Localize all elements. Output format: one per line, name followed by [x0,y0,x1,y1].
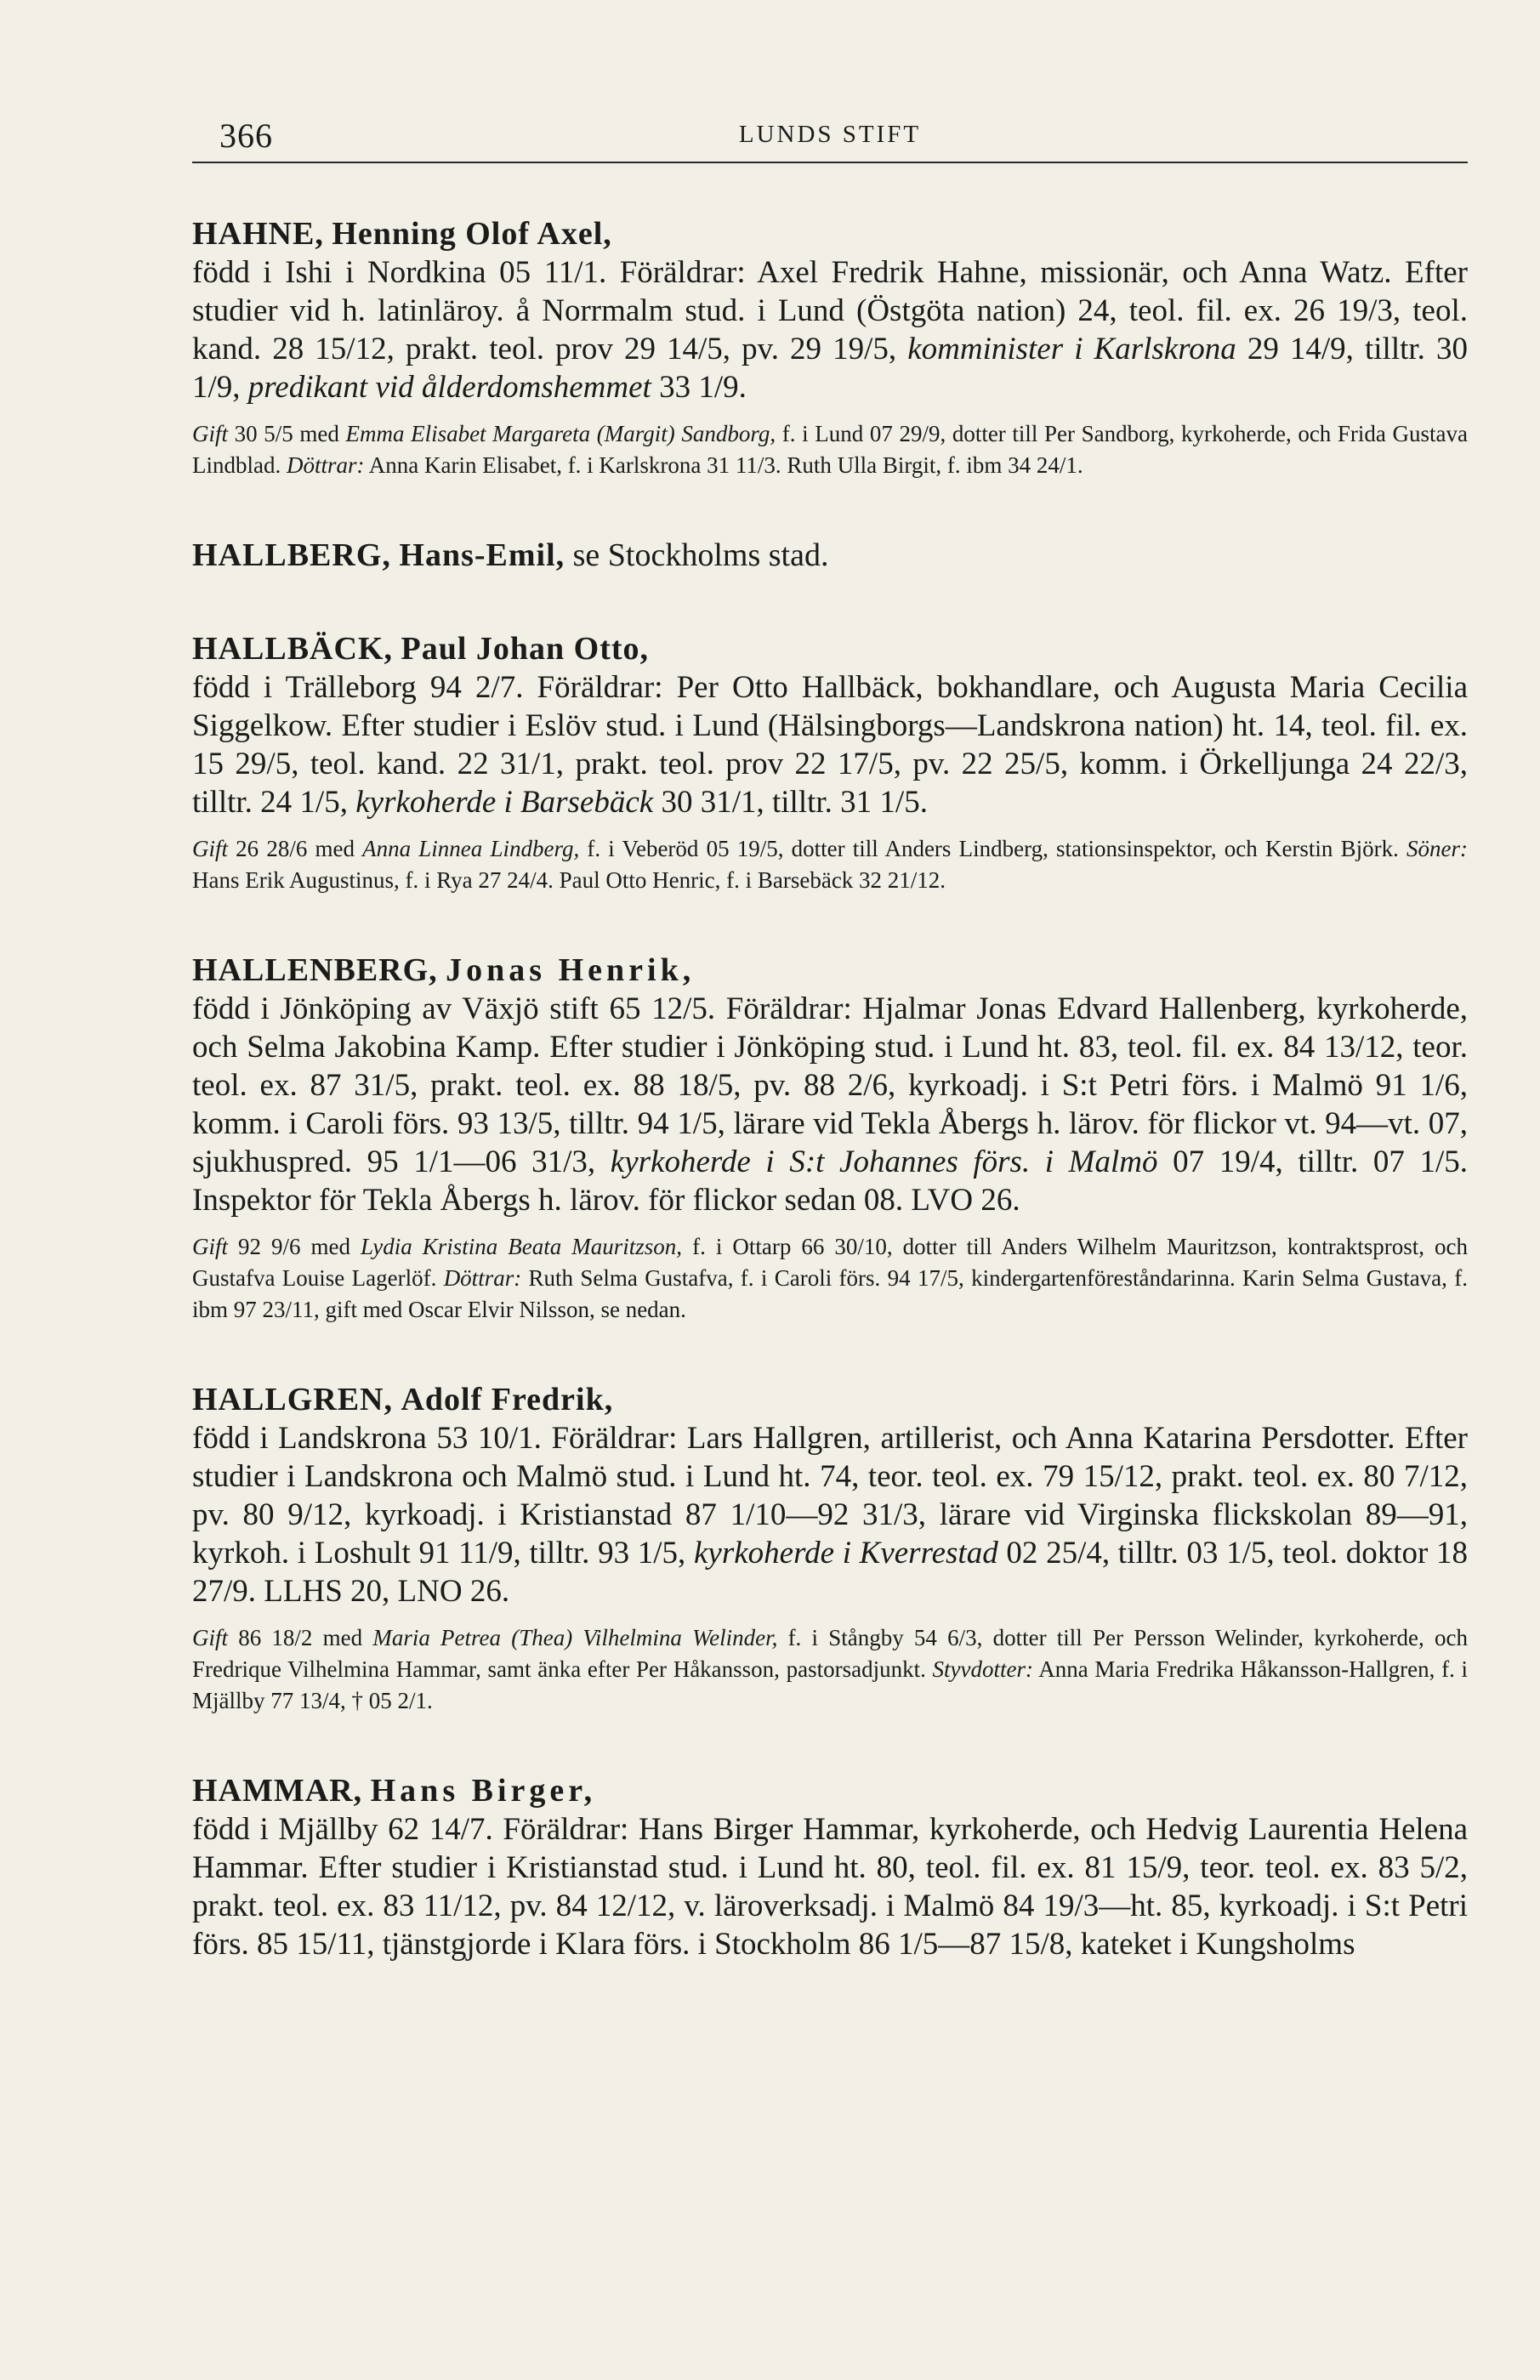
entry-given-names: Hans-Emil, [399,537,565,573]
entry-heading [192,951,1468,990]
family-children-label: Styvdotter: [932,1656,1034,1682]
entry-hammar [192,1771,1468,1963]
family-spouse: Lydia Kristina Beata Mauritzson, [361,1234,683,1259]
entry-heading [192,1771,1468,1810]
page [192,109,1468,2018]
running-title: LUNDS STIFT [738,121,922,148]
bio-text: 33 1/9. [651,370,747,405]
family-gift-label: Gift [192,1234,229,1259]
entry-biography [192,990,1468,1219]
bio-text: född i Ishi i Nordkina 05 11/1. Föräldrar: Axel Fredrik Hahne, missionär, och Anna Watz. Efter studier vid h. latinläroy. å Norrmalm stud. i Lund (Östgöta nation) 24, teol. fil. ex. 26 19/3, teol. kand. 28 15/12, prakt. teol. prov 29 14/5, pv. 29 19/5, [192,255,1468,366]
entry-surname: HALLGREN, [192,1382,393,1417]
entry-family [192,1622,1468,1717]
family-children-label: Söner: [1406,836,1468,861]
entry-surname: HAMMAR, [192,1773,363,1809]
bio-text: född i Mjällby 62 14/7. Föräldrar: Hans Birger Hammar, kyrkoherde, och Hedvig Laurentia Helena Hammar. Efter studier i Kristianstad stud. i Lund ht. 80, teol. fil. ex. 81 15/9, teor. teol. ex. 83 5/2, prakt. teol. ex. 83 11/12, pv. 84 12/12, v. läroverksadj. i Malmö 84 19/3—ht. 85, kyrkoadj. i S:t Petri förs. 85 15/11, tjänstgjorde i Klara förs. i Stockholm 86 1/5—87 15/8, kateket i Kungsholms [192,1812,1468,1962]
entry-hallberg [192,536,1468,575]
page-number: 366 [219,116,273,155]
bio-text: 29 14/9, tilltr. 30 1/9, [192,332,1468,405]
entry-surname: HALLBÄCK, [192,631,393,667]
entry-biography [192,668,1468,821]
entry-surname: HAHNE, [192,216,324,252]
family-text: 86 18/2 med [228,1625,373,1650]
entry-hallenberg [192,951,1468,1326]
entry-given-names: Jonas Henrik, [446,952,696,988]
family-gift-label: Gift [192,421,229,446]
family-text: 30 5/5 med [228,421,346,446]
family-text: f. i Veberöd 05 19/5, dotter till Anders Lindberg, stationsinspektor, och Kerstin Björk. [579,836,1406,861]
entry-family [192,833,1468,896]
bio-position: predikant vid ålderdomshemmet [247,370,651,405]
entry-given-names: Henning Olof Axel, [332,216,612,252]
entry-family [192,1231,1468,1326]
entry-family [192,418,1468,481]
bio-text: 02 25/4, tilltr. 03 1/5, teol. doktor 18 27/9. LLHS 20, LNO 26. [192,1536,1468,1609]
entry-biography [192,1419,1468,1610]
family-spouse: Emma Elisabet Margareta (Margit) Sandborg, [345,421,776,446]
running-head [192,109,1468,163]
entry-heading [192,1380,1468,1419]
bio-position: komminister i Karlskrona [907,332,1236,366]
entry-heading [192,214,1468,253]
entry-hallgren [192,1380,1468,1717]
entry-heading [192,536,1468,575]
family-spouse: Maria Petrea (Thea) Vilhelmina Welinder, [372,1625,778,1650]
bio-position: kyrkoherde i Kverrestad [693,1536,998,1571]
entry-biography [192,1810,1468,1963]
entry-given-names: Hans Birger, [370,1773,597,1809]
family-text: Hans Erik Augustinus, f. i Rya 27 24/4. Paul Otto Henric, f. i Barsebäck 32 21/12. [192,867,946,893]
family-text: f. i Ottarp 66 30/10, dotter till Anders Wilhelm Mauritzson, kontraktsprost, och Gustafva Louise Lagerlöf. [192,1234,1468,1291]
family-children-label: Döttrar: [443,1265,522,1291]
entry-given-names: Adolf Fredrik, [401,1382,614,1417]
family-spouse: Anna Linnea Lindberg, [362,836,580,861]
family-text: Ruth Selma Gustafva, f. i Caroli förs. 94 17/5, kindergartenföreståndarinna. Karin Selma Gustava, f. ibm 97 23/11, gift med Oscar Elvir Nilsson, se nedan. [192,1265,1468,1322]
family-text: f. i Stångby 54 6/3, dotter till Per Persson Welinder, kyrkoherde, och Fredrique Vilhelmina Hammar, samt änka efter Per Håkansson, pastorsadjunkt. [192,1625,1468,1682]
entries [192,214,1468,1963]
entry-cross-reference: se Stockholms stad. [572,537,829,573]
bio-text: född i Landskrona 53 10/1. Föräldrar: Lars Hallgren, artillerist, och Anna Katarina Persdotter. Efter studier i Landskrona och Malmö stud. i Lund ht. 74, teor. teol. ex. 79 15/12, prakt. teol. ex. 80 7/12, pv. 80 9/12, kyrkoadj. i Kristianstad 87 1/10—92 31/3, lärare vid Virginska flickskolan 89—91, kyrkoh. i Loshult 91 11/9, tilltr. 93 1/5, [192,1421,1468,1571]
entry-surname: HALLBERG, [192,537,391,573]
entry-biography [192,253,1468,406]
entry-hallback [192,629,1468,896]
entry-surname: HALLENBERG, [192,952,438,988]
family-gift-label: Gift [192,836,229,861]
entry-hahne [192,214,1468,481]
family-gift-label: Gift [192,1625,229,1650]
family-text: 26 28/6 med [228,836,363,861]
family-text: Anna Karin Elisabet, f. i Karlskrona 31 11/3. Ruth Ulla Birgit, f. ibm 34 24/1. [364,452,1083,478]
bio-text: född i Jönköping av Växjö stift 65 12/5. Föräldrar: Hjalmar Jonas Edvard Hallenberg, kyrkoherde, och Selma Jakobina Kamp. Efter studier i Jönköping stud. i Lund ht. 83, teol. fil. ex. 84 13/12, teor. teol. ex. 87 31/5, prakt. teol. ex. 88 18/5, pv. 88 2/6, kyrkoadj. i S:t Petri förs. i Malmö 91 1/6, komm. i Caroli förs. 93 13/5, tilltr. 94 1/5, lärare vid Tekla Åbergs h. lärov. för flickor vt. 94—vt. 07, sjukhuspred. 95 1/1—06 31/3, [192,991,1468,1179]
family-children-label: Döttrar: [286,452,365,478]
family-text: 92 9/6 med [228,1234,361,1259]
family-text: Anna Maria Fredrika Håkansson-Hallgren, f. i Mjällby 77 13/4, † 05 2/1. [192,1656,1469,1713]
entry-heading [192,629,1468,668]
bio-position: kyrkoherde i S:t Johannes förs. i Malmö [610,1145,1158,1179]
entry-given-names: Paul Johan Otto, [401,631,650,667]
family-text: f. i Lund 07 29/9, dotter till Per Sandborg, kyrkoherde, och Frida Gustava Lindblad. [192,421,1468,478]
bio-text: född i Trälleborg 94 2/7. Föräldrar: Per Otto Hallbäck, bokhandlare, och Augusta Maria Cecilia Siggelkow. Efter studier i Eslöv stud. i Lund (Hälsingborgs—Landskrona nation) ht. 14, teol. fil. ex. 15 29/5, teol. kand. 22 31/1, prakt. teol. prov 22 17/5, pv. 22 25/5, komm. i Örkelljunga 24 22/3, tilltr. 24 1/5, [192,670,1468,820]
bio-position: kyrkoherde i Barsebäck [355,785,654,820]
bio-text: 30 31/1, tilltr. 31 1/5. [653,785,928,820]
bio-text: 07 19/4, tilltr. 07 1/5. Inspektor för Tekla Åbergs h. lärov. för flickor sedan 08. LVO 26. [192,1145,1468,1218]
